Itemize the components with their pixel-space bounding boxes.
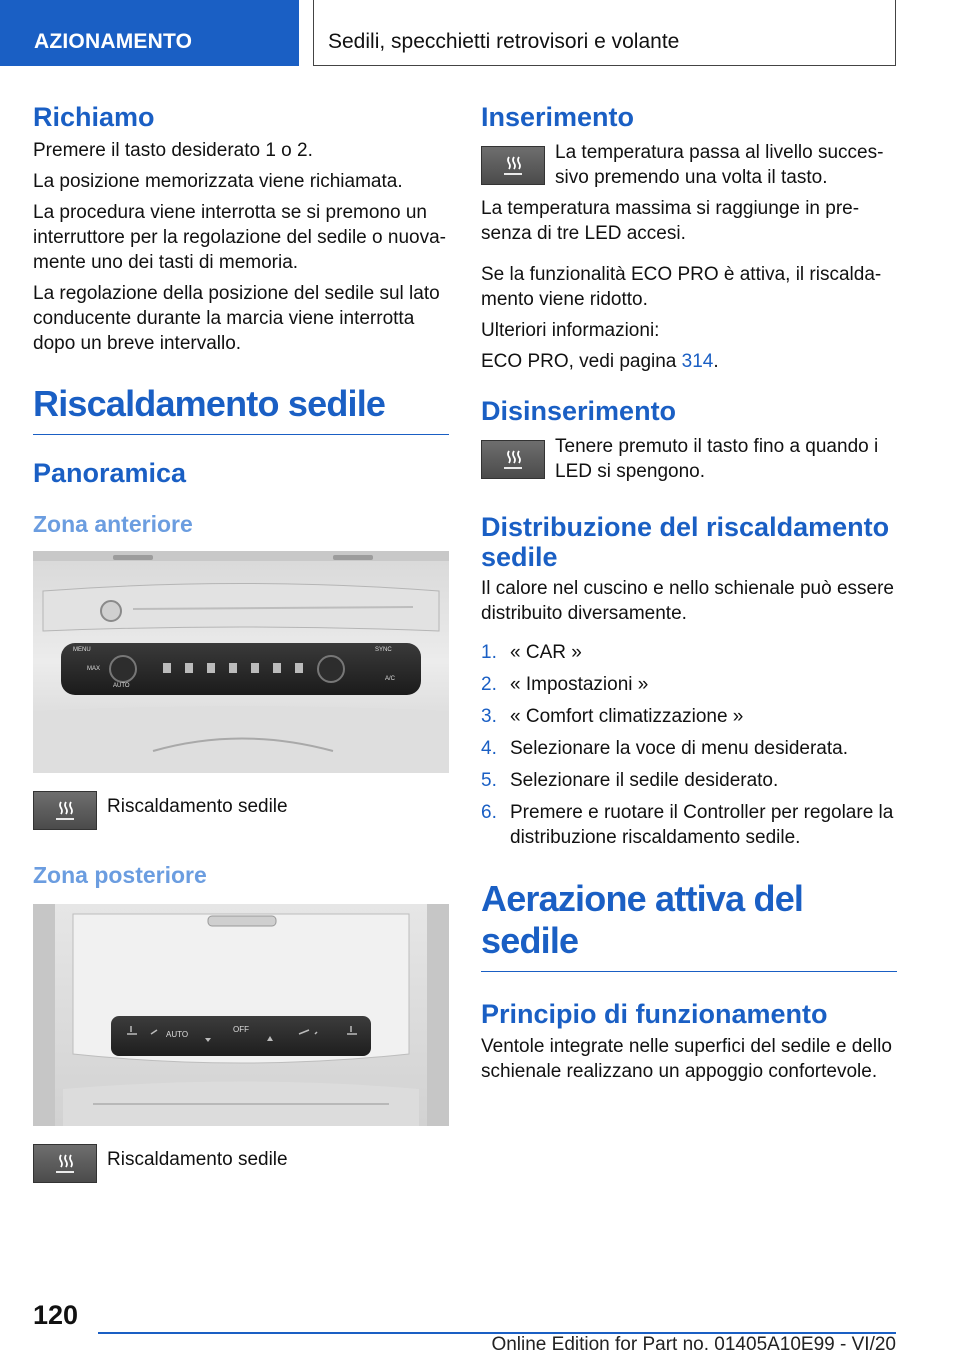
aerazione-heading: Aerazione attiva del sedile [481,878,897,972]
steps-list [481,640,897,850]
step-text: Selezionare la voce di menu desiderata. [510,738,848,759]
richiamo-paragraph-3: La procedura viene interrotta se si premono un interruttore per la regolazione del sedile o nuova-mente uno dei tasti di memoria. [33,202,446,273]
front-console-drawing [33,551,449,773]
eco-pro-dot: . [713,351,719,372]
seat-heating-icon [33,1144,97,1183]
step-text: Premere e ruotare il Controller per regolare la distribuzione riscaldamento sedile. [510,802,894,848]
disinserimento-icon-text: Tenere premuto il tasto fino a quando i LED si spengono. [555,436,879,482]
step-number: 5. [481,770,497,791]
rear-seat-heating-row [33,1144,449,1183]
distribuzione-paragraph: Il calore nel cuscino e nello schienale può essere distribuito diversamente. [481,578,894,624]
inserimento-icon-text: La temperatura passa al livello succes-sivo premendo una volta il tasto. [555,142,884,188]
panoramica-heading: Panoramica [33,458,187,488]
rear-off-label: OFF [233,1025,249,1034]
seat-heating-icon [33,791,97,830]
list-item [481,704,897,729]
richiamo-paragraph-4: La regolazione della posizione del sedile sul lato conducente durante la marcia viene interrotta dopo un breve intervallo. [33,283,440,354]
list-item [481,800,897,850]
front-max-label: MAX [87,666,101,672]
rear-seat-heating-caption: Riscaldamento sedile [107,1149,288,1170]
left-column [33,100,449,1183]
step-number: 3. [481,706,497,727]
step-number: 4. [481,738,497,759]
section-tab: AZIONAMENTO [0,0,299,66]
richiamo-paragraph-1: Premere il tasto desiderato 1 o 2. [33,140,313,161]
inserimento-paragraph-2: Se la funzionalità ECO PRO è attiva, il riscalda-mento viene ridotto. [481,264,882,310]
list-item [481,736,897,761]
principio-heading: Principio di funzionamento [481,999,828,1029]
seat-heating-icon [481,440,545,479]
front-ac-label: A/C [385,676,396,682]
richiamo-paragraph-2: La posizione memorizzata viene richiamata. [33,171,403,192]
disinserimento-heading: Disinserimento [481,396,677,426]
riscaldamento-heading: Riscaldamento sedile [33,383,449,435]
eco-pro-page-link[interactable]: 314 [681,351,714,372]
step-text: « Comfort climatizzazione » [510,706,744,727]
seat-heating-icon [481,146,545,185]
step-text: Selezionare il sedile desiderato. [510,770,779,791]
zona-posteriore-heading: Zona posteriore [33,862,207,888]
list-item [481,768,897,793]
front-sync-label: SYNC [375,647,392,653]
front-auto-label: AUTO [113,683,130,689]
rear-console-drawing [33,904,449,1126]
page-number: 120 [33,1300,79,1330]
front-menu-label: MENU [73,647,91,653]
step-number: 1. [481,642,497,663]
eco-pro-text: ECO PRO, vedi pagina [481,351,682,372]
right-column [481,100,897,1084]
distribuzione-heading: Distribuzione del riscaldamento sedile [481,512,890,572]
step-number: 6. [481,802,497,823]
inserimento-paragraph-3: Ulteriori informazioni: [481,320,660,341]
rear-auto-label: AUTO [166,1030,189,1039]
list-item [481,640,897,665]
inserimento-paragraph-1: La temperatura massima si raggiunge in pre-senza di tre LED accesi. [481,198,860,244]
step-text: « CAR » [510,642,582,663]
principio-paragraph: Ventole integrate nelle superfici del sedile e dello schienale realizzano un appoggio confortevole. [481,1036,892,1082]
richiamo-heading: Richiamo [33,102,155,132]
footer-edition: Online Edition for Part no. 01405A10E99 - VI/20 [491,1334,896,1355]
list-item [481,672,897,697]
inserimento-heading: Inserimento [481,102,635,132]
step-number: 2. [481,674,497,695]
rear-console-image [33,904,449,1126]
inserimento-icon-row [481,142,897,190]
front-seat-heating-caption: Riscaldamento sedile [107,796,288,817]
step-text: « Impostazioni » [510,674,649,695]
front-console-image [33,551,449,773]
chapter-title: Sedili, specchietti retrovisori e volante [313,0,896,66]
zona-anteriore-heading: Zona anteriore [33,511,193,537]
eco-pro-reference [481,349,897,374]
disinserimento-icon-row [481,436,897,484]
front-seat-heating-row [33,791,449,830]
